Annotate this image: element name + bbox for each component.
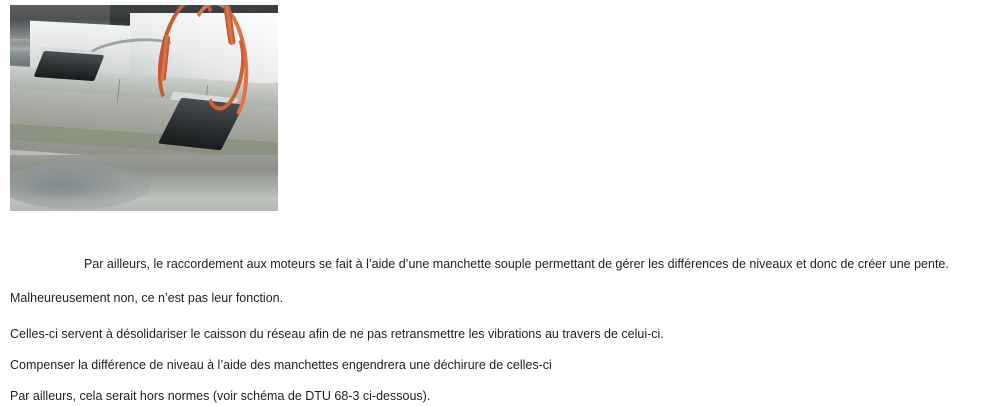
paragraph-5: Par ailleurs, cela serait hors normes (voir schéma de DTU 68-3 ci-dessous). bbox=[10, 388, 431, 403]
photo-background bbox=[10, 5, 278, 211]
paragraph-4: Compenser la différence de niveau à l’aide des manchettes engendrera une déchirure de celles-ci bbox=[10, 357, 552, 372]
paragraph-1: Par ailleurs, le raccordement aux moteurs se fait à l’aide d’une manchette souple permettant de gérer les différences de niveaux et donc de créer une pente. bbox=[84, 256, 949, 271]
paragraph-3: Celles-ci servent à désolidariser le caisson du réseau afin de ne pas retransmettre les vibrations au travers de celui-ci. bbox=[10, 326, 664, 341]
paragraph-2: Malheureusement non, ce n’est pas leur fonction. bbox=[10, 290, 284, 305]
photo-duct-antivibration-mounts bbox=[10, 5, 278, 211]
